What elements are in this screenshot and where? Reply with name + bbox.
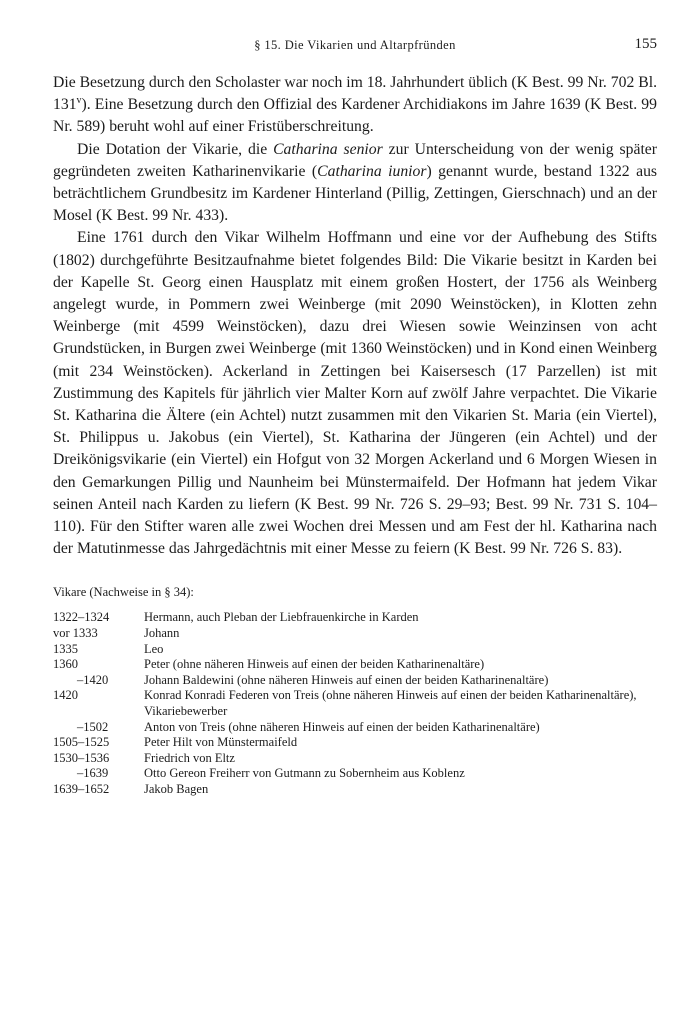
vicar-row (53, 626, 657, 642)
vicar-date: 1639–1652 (53, 782, 110, 796)
vicar-row (53, 766, 657, 782)
paragraph-text: Die Besetzung durch den Scholaster war noch im 18. Jahrhundert üblich (K Best. 99 Nr. 702 Bl. 131 (53, 74, 657, 114)
vicar-row (53, 751, 657, 767)
vicar-row (53, 657, 657, 673)
page-header (53, 36, 657, 58)
paragraph-text: Eine 1761 durch den Vikar Wilhelm Hoffmann und eine vor der Aufhebung des Stifts (1802) durchgeführte Besitzaufnahme bietet folgendes Bild: Die Vikarie besitzt in Karden bei der Kapelle St. Georg einen Hausplatz mit einem großen Hostert, der 1756 als Weinberg angelegt wurde, in Pommern zwei Weinberge (mit 2090 Weinstöcken), in Klotten zehn Weinberge (mit 4599 Weinstöcken), dazu drei Wiesen sowie Weinzinsen von acht Grundstücken, in Burgen zwei Weinberge (mit 1360 Weinstöcken) und in Kond einen Weinberg (mit 234 Weinstöcken). Ackerland in Zettingen bei Kaisersesch (17 Parzellen) ist mit Zustimmung des Kapitels für jährlich vier Malter Korn auf zwölf Jahre verpachtet. Die Vikarie St. Katharina die Ältere (ein Achtel) nutzt zusammen mit den Vikarien St. Maria (ein Viertel), St. Philippus u. Jakobus (ein Viertel), St. Katharina der Jüngeren (ein Achtel) und der Dreikönigsvikarie (ein Viertel) ein Hofgut von 32 Morgen Ackerland und 6 Morgen Wiesen in den Gemarkungen Pillig und Naunheim bei Münstermaifeld. Der Hofmann hat jedem Vikar seinen Anteil nach Karden zu liefern (K Best. 99 Nr. 726 S. 29–93; Best. 99 Nr. 731 S. 104–110). Für den Stifter waren alle zwei Wochen drei Messen und am Fest der hl. Katharina nach der Matutinmesse das Jahrgedächtnis mit einer Messe zu feiern (K Best. 99 Nr. 726 S. 83). (53, 229, 657, 558)
body-paragraph (53, 72, 657, 139)
vicar-row (53, 610, 657, 626)
vicar-name: Konrad Konradi Federen von Treis (ohne näheren Hinweis auf einen der beiden Katharinenaltäre), Vikariebewerber (144, 688, 637, 719)
vicar-date: –1502 (77, 719, 109, 734)
vicar-name: Friedrich von Eltz (144, 750, 235, 765)
vicar-name: Hermann, auch Pleban der Liebfrauenkirche in Karden (144, 610, 419, 625)
vicar-row (53, 782, 657, 798)
vicar-row (53, 720, 657, 736)
vicar-name: Johann Baldewini (ohne näheren Hinweis auf einen der beiden Katharinenaltäre) (144, 672, 549, 687)
vicar-name: Leo (144, 641, 164, 656)
vicar-name: Jakob Bagen (144, 782, 209, 796)
vicar-name: Peter Hilt von Münstermaifeld (144, 735, 298, 750)
vicar-date: 1360 (53, 657, 78, 672)
vicar-name: Otto Gereon Freiherr von Gutmann zu Sobernheim aus Koblenz (144, 766, 465, 781)
body-paragraph (53, 227, 657, 560)
vicar-row (53, 673, 657, 689)
vicar-name: Johann (144, 626, 180, 641)
vicar-date: 1530–1536 (53, 750, 110, 765)
vicar-date: vor 1333 (53, 626, 98, 641)
running-head: § 15. Die Vikarien und Altarpfründen (254, 38, 456, 52)
body-text (53, 72, 657, 560)
italic-text: Catharina iunior (317, 162, 427, 180)
italic-text: Catharina senior (273, 140, 383, 158)
paragraph-text: Die Dotation der Vikarie, die (77, 140, 274, 158)
vicar-row (53, 688, 657, 719)
page-number: 155 (634, 36, 657, 52)
vicar-name: Peter (ohne näheren Hinweis auf einen der beiden Katharinenaltäre) (144, 657, 485, 672)
vicar-name: Anton von Treis (ohne näheren Hinweis auf einen der beiden Katharinenaltäre) (144, 719, 540, 734)
vicar-row (53, 735, 657, 751)
superscript: v (76, 94, 82, 106)
vicar-row (53, 642, 657, 658)
paragraph-text: zur Unterscheidung von der wenig später gegründeten zweiten Katharinenvikarie ( (53, 140, 657, 180)
book-page (53, 36, 657, 798)
vicar-date: 1335 (53, 641, 78, 656)
vicar-date: –1420 (77, 672, 109, 687)
vicar-date: –1639 (77, 766, 109, 781)
vicar-date: 1420 (53, 688, 78, 703)
paragraph-text: ) genannt wurde, bestand 1322 aus beträchtlichem Grundbesitz im Kardener Hinterland (Pillig, Zettingen, Gierschnach) und an der Mosel (K Best. 99 Nr. 433). (53, 162, 658, 225)
paragraph-text: ). Eine Besetzung durch den Offizial des Kardener Archidiakons im Jahre 1639 (K Best. 99 Nr. 589) beruht wohl auf einer Fristüberschreitung. (53, 96, 657, 136)
vicar-list (53, 610, 657, 797)
vicar-date: 1322–1324 (53, 610, 110, 625)
vicar-list-heading: Vikare (Nachweise in § 34): (53, 585, 194, 600)
vicar-date: 1505–1525 (53, 735, 110, 750)
body-paragraph (53, 139, 657, 228)
